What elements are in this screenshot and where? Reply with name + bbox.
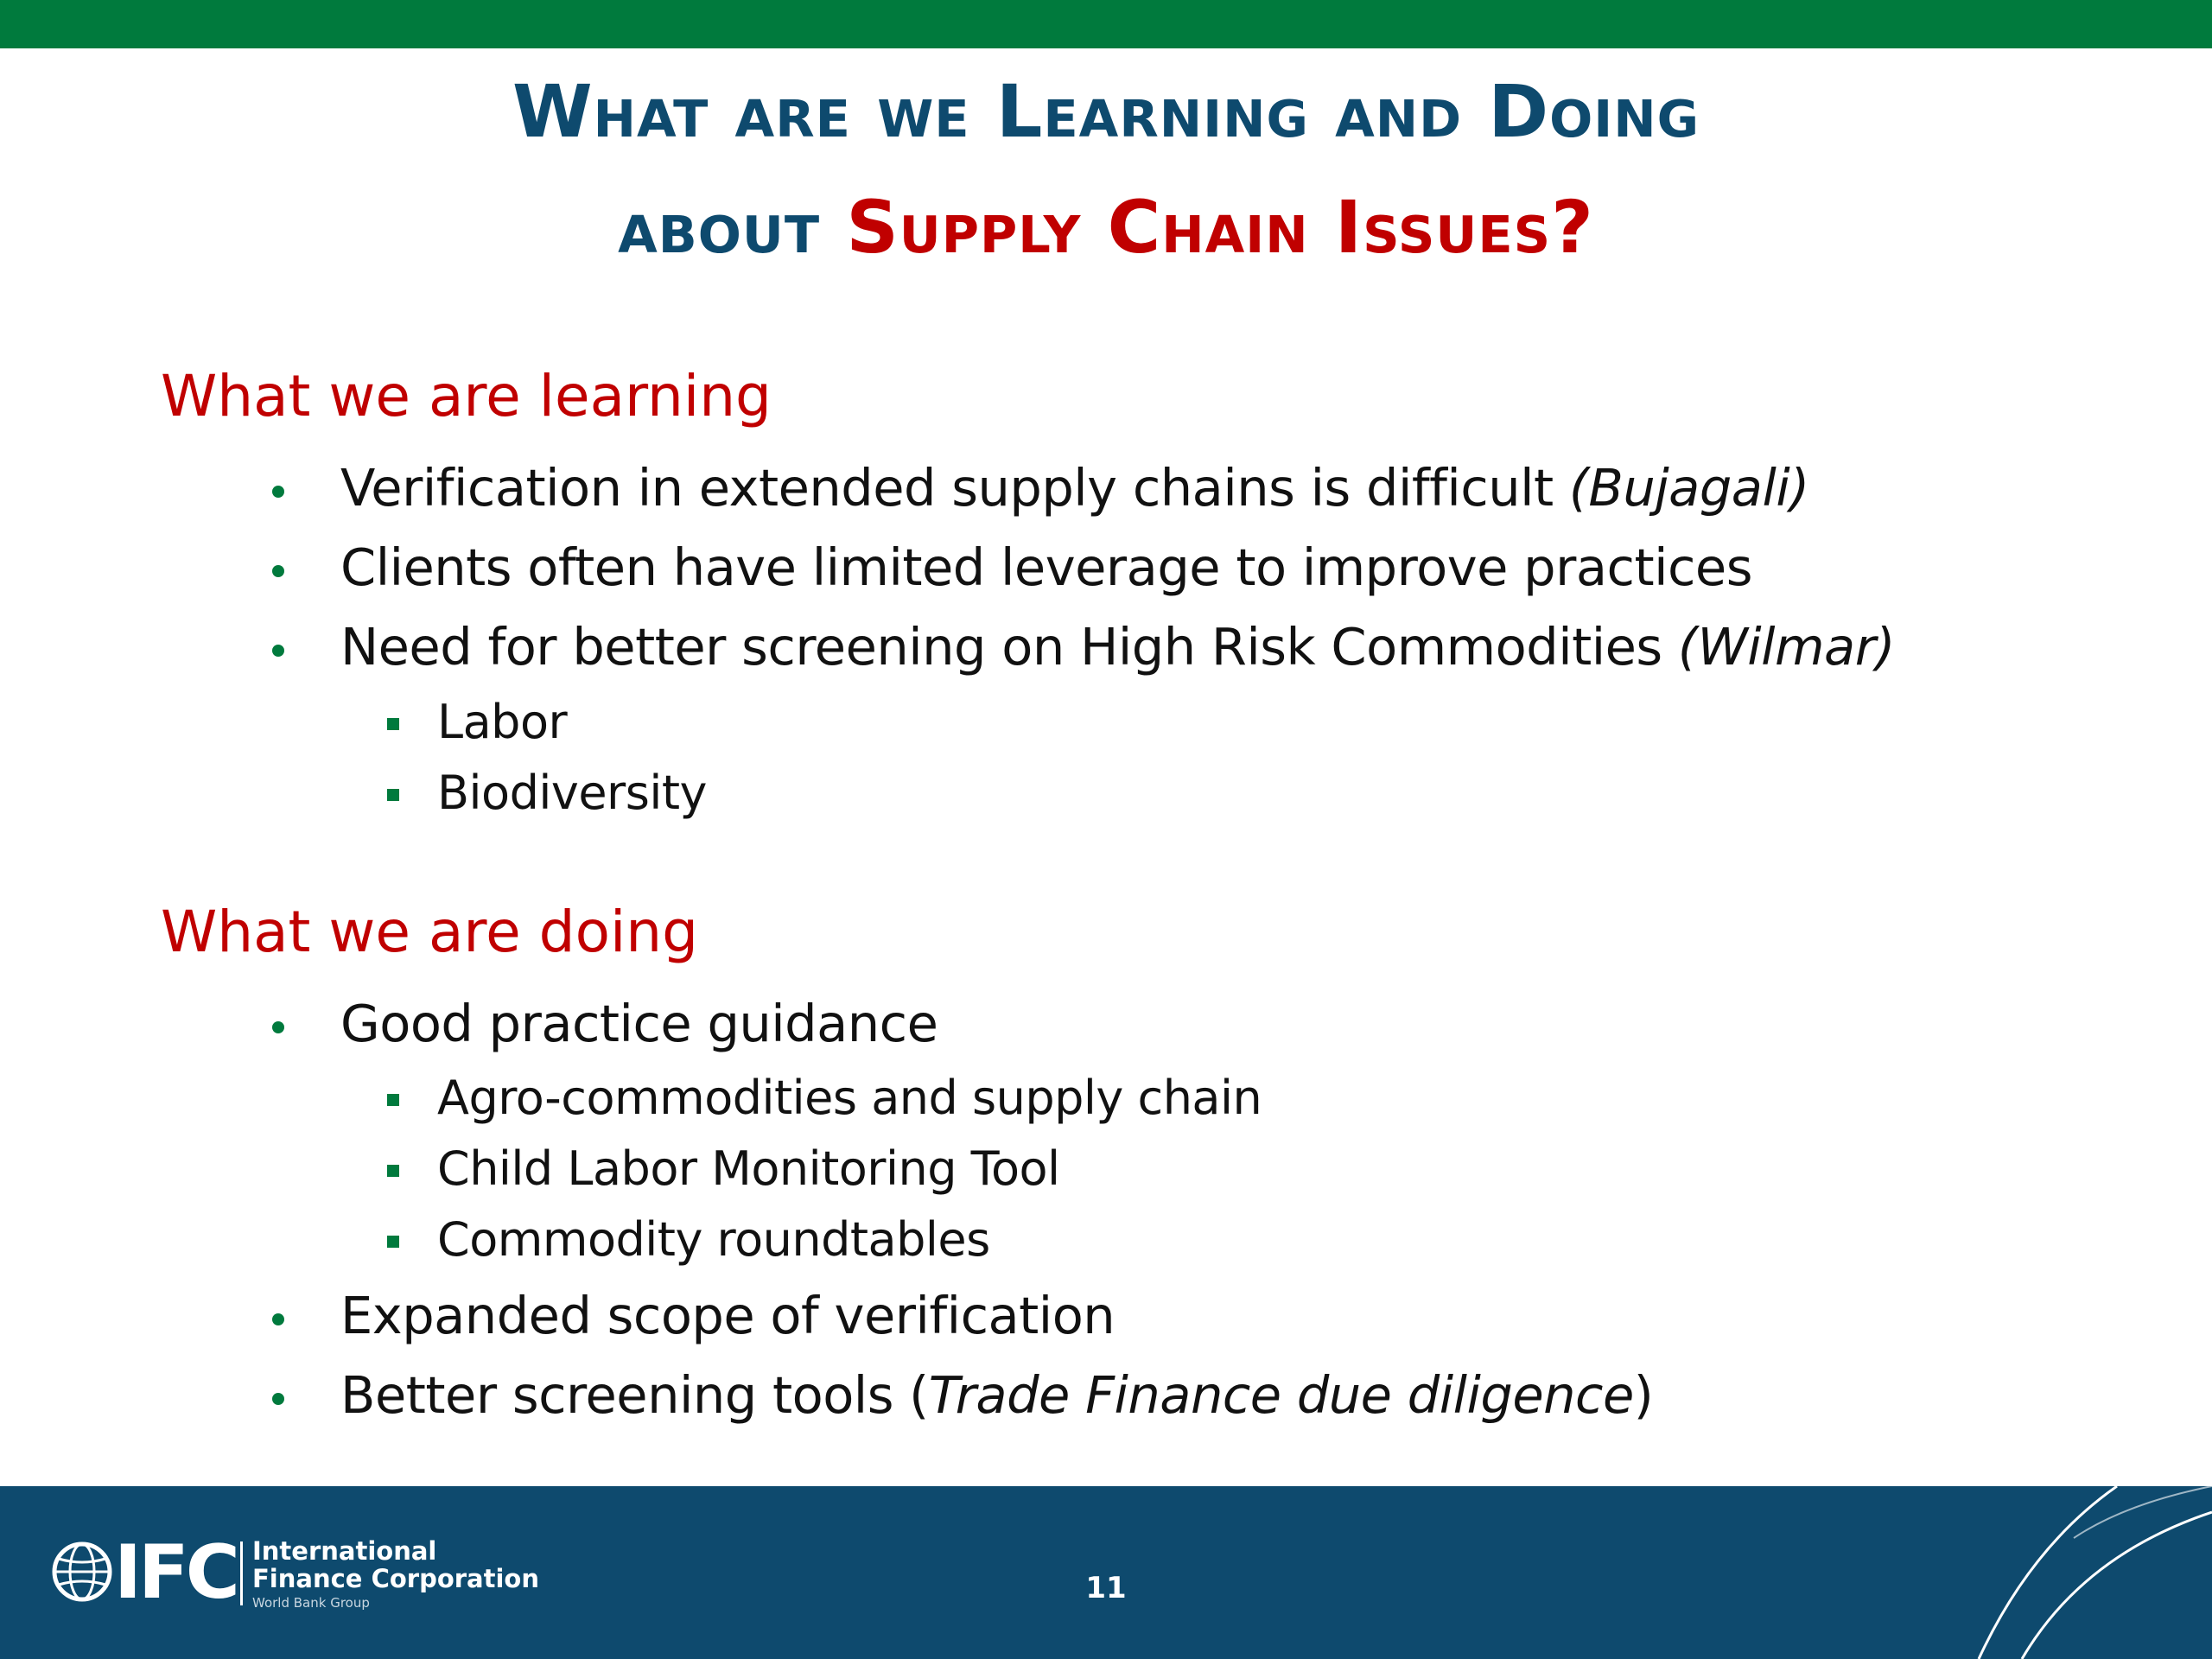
logo-wordmark: IFC bbox=[114, 1529, 237, 1616]
item-text: Need for better screening on High Risk Commodities bbox=[340, 617, 1678, 677]
bullet-dot bbox=[272, 1021, 284, 1033]
square-bullet bbox=[387, 1094, 399, 1106]
doing-subitem-1: Agro-commodities and supply chain bbox=[437, 1071, 1262, 1125]
globe-icon bbox=[52, 1541, 112, 1602]
item-text: Expanded scope of verification bbox=[340, 1286, 1116, 1345]
item-italic: Trade Finance due diligence bbox=[928, 1365, 1634, 1425]
item-text: Verification in extended supply chains is difficult bbox=[340, 458, 1569, 518]
page-number: 11 bbox=[1085, 1571, 1127, 1605]
swoosh-decoration bbox=[1953, 1486, 2212, 1659]
doing-subitem-2: Child Labor Monitoring Tool bbox=[437, 1141, 1060, 1196]
square-bullet bbox=[387, 1165, 399, 1177]
item-italic: (Bujagali) bbox=[1568, 458, 1809, 518]
doing-item-1 bbox=[340, 994, 938, 1053]
learning-item-3 bbox=[340, 617, 1895, 677]
learning-subitem-1: Labor bbox=[437, 695, 568, 749]
item-text: Clients often have limited leverage to improve practices bbox=[340, 537, 1752, 597]
doing-subitem-3: Commodity roundtables bbox=[437, 1212, 990, 1267]
learning-subitem-2: Biodiversity bbox=[437, 766, 708, 820]
learning-item-2 bbox=[340, 537, 1752, 597]
bullet-dot bbox=[272, 565, 284, 577]
learning-heading: What we are learning bbox=[161, 363, 772, 429]
logo-divider bbox=[240, 1541, 243, 1605]
square-bullet bbox=[387, 1236, 399, 1248]
learning-item-1 bbox=[340, 458, 1809, 518]
footer-band bbox=[0, 1486, 2212, 1659]
item-text: Good practice guidance bbox=[340, 994, 938, 1053]
logo-line-3: World Bank Group bbox=[252, 1595, 370, 1611]
item-text-after: ) bbox=[1633, 1365, 1654, 1425]
title-prefix: about bbox=[618, 185, 847, 270]
item-text: Better screening tools ( bbox=[340, 1365, 929, 1425]
bullet-dot bbox=[272, 486, 284, 498]
slide-title-line-1: What are we Learning and Doing bbox=[512, 69, 1700, 154]
top-green-bar bbox=[0, 0, 2212, 48]
square-bullet bbox=[387, 789, 399, 801]
doing-item-2 bbox=[340, 1286, 1115, 1345]
logo-line-1: International bbox=[252, 1536, 437, 1566]
item-italic: (Wilmar) bbox=[1677, 617, 1895, 677]
title-accent: Supply Chain Issues? bbox=[846, 185, 1594, 270]
logo-line-2: Finance Corporation bbox=[252, 1564, 539, 1593]
doing-item-3 bbox=[340, 1365, 1653, 1425]
doing-heading: What we are doing bbox=[161, 899, 699, 965]
bullet-dot bbox=[272, 1393, 284, 1405]
bullet-dot bbox=[272, 1313, 284, 1325]
slide-title-line-2 bbox=[0, 185, 2212, 270]
square-bullet bbox=[387, 718, 399, 730]
bullet-dot bbox=[272, 645, 284, 657]
